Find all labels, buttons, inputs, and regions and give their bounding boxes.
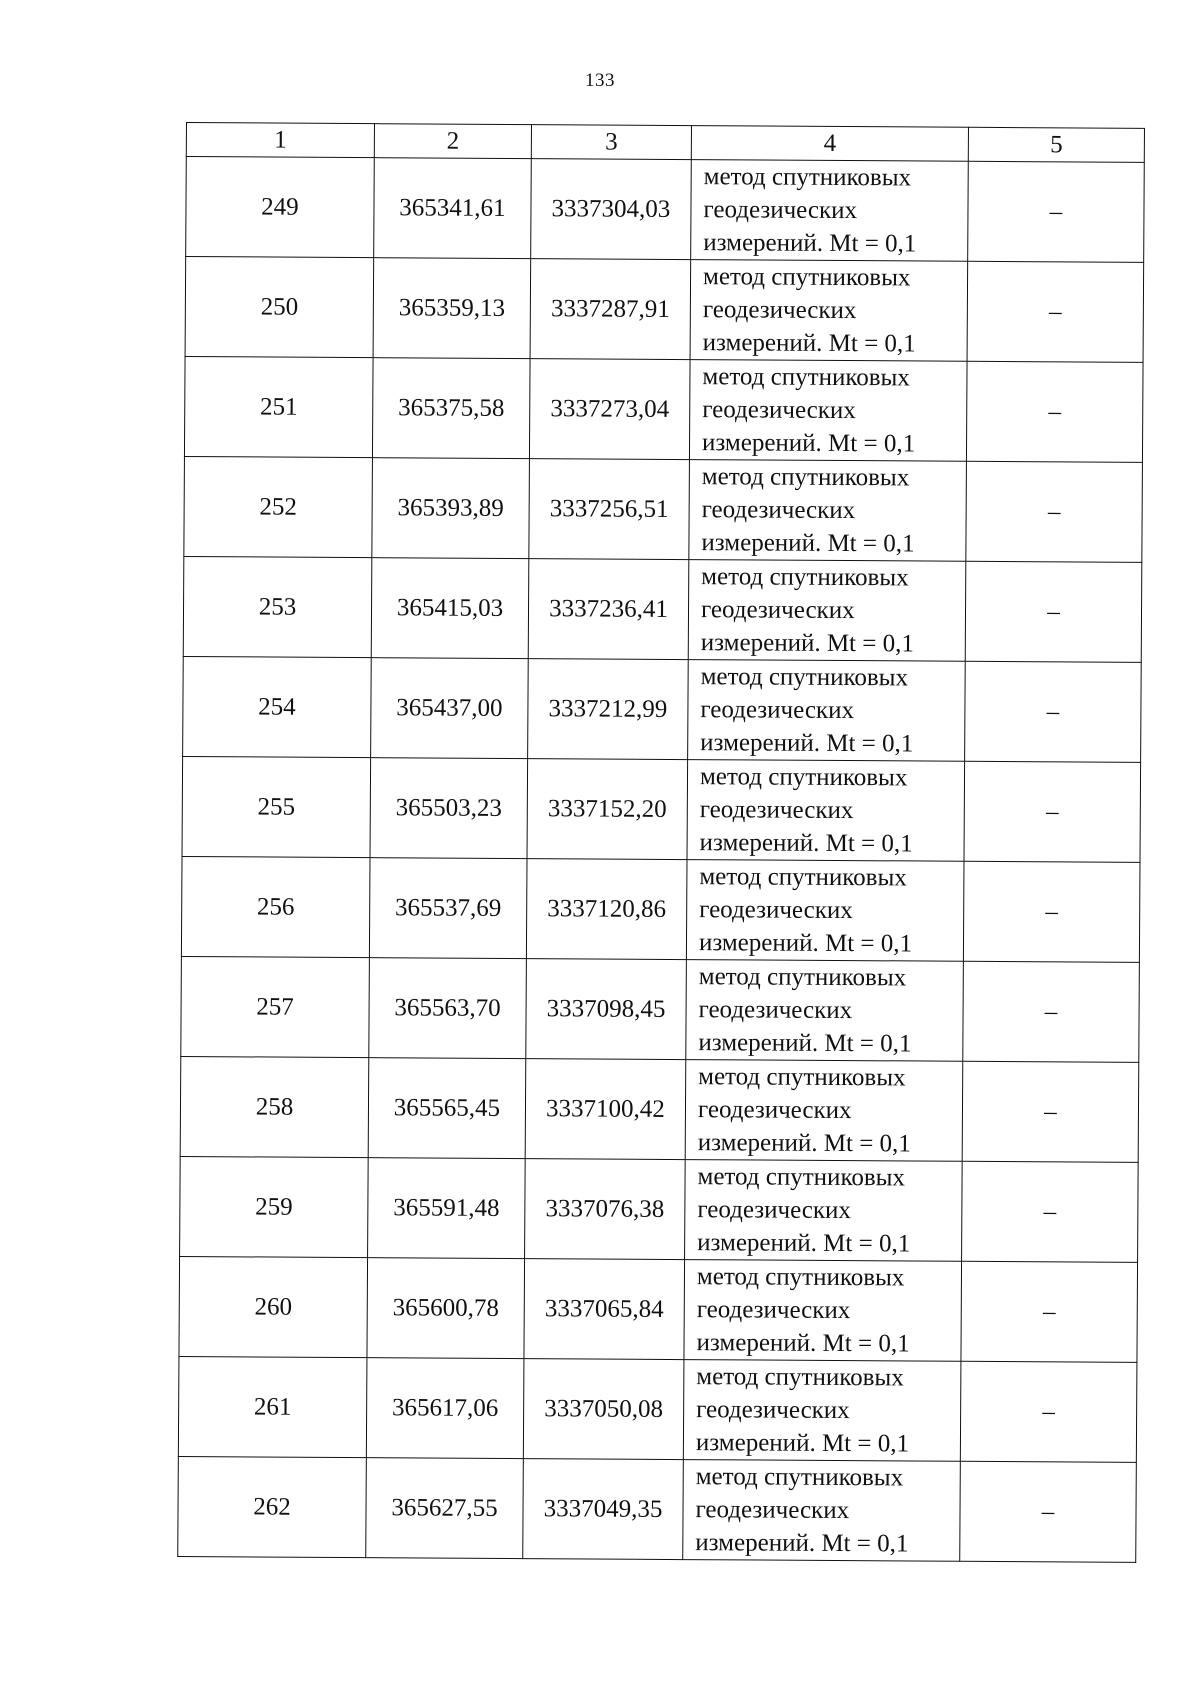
- method-line: измерений. Mt = 0,1: [701, 429, 916, 458]
- method-cell: [689, 460, 967, 562]
- method-line: метод спутниковых: [702, 363, 910, 392]
- table-row: [181, 856, 1140, 962]
- method-line: геодезических: [697, 1196, 852, 1225]
- point-number-cell: 251: [184, 356, 373, 457]
- method-line: измерений. Mt = 0,1: [695, 1429, 910, 1458]
- method-cell: [689, 360, 967, 462]
- y-coordinate-cell: 3337287,91: [530, 259, 691, 360]
- method-line: измерений. Mt = 0,1: [698, 929, 913, 958]
- x-coordinate-cell: 365565,45: [368, 1058, 526, 1159]
- point-number-cell: 260: [179, 1256, 368, 1357]
- method-line: геодезических: [700, 696, 855, 725]
- table-body: [178, 157, 1145, 1563]
- method-line: геодезических: [702, 296, 857, 325]
- x-coordinate-cell: 365591,48: [368, 1158, 526, 1259]
- table-row: [184, 356, 1143, 462]
- x-coordinate-cell: 365359,13: [373, 258, 531, 359]
- coordinates-table: [177, 122, 1145, 1563]
- method-line: метод спутниковых: [702, 263, 911, 292]
- method-line: метод спутниковых: [703, 163, 912, 192]
- y-coordinate-cell: 3337049,35: [523, 1459, 684, 1560]
- x-coordinate-cell: 365375,58: [372, 358, 530, 459]
- x-coordinate-cell: 365341,61: [374, 158, 532, 259]
- note-cell: –: [962, 1161, 1139, 1262]
- note-cell: –: [966, 361, 1143, 462]
- method-line: метод спутниковых: [698, 963, 907, 992]
- note-cell: –: [967, 261, 1144, 362]
- method-line: метод спутниковых: [699, 863, 907, 892]
- point-number-cell: 261: [178, 1356, 367, 1457]
- table-row: [182, 756, 1141, 862]
- y-coordinate-cell: 3337152,20: [527, 759, 688, 860]
- method-cell: [683, 1360, 961, 1462]
- y-coordinate-cell: 3337100,42: [525, 1059, 686, 1160]
- method-line: измерений. Mt = 0,1: [702, 329, 916, 358]
- method-line: метод спутниковых: [699, 763, 908, 792]
- note-cell: –: [963, 861, 1140, 962]
- note-cell: –: [962, 1061, 1139, 1162]
- point-number-cell: 259: [180, 1156, 369, 1257]
- method-line: геодезических: [702, 396, 856, 425]
- method-line: измерений. Mt = 0,1: [703, 229, 917, 258]
- method-line: измерений. Mt = 0,1: [699, 829, 913, 858]
- method-line: метод спутниковых: [700, 663, 909, 692]
- note-cell: –: [960, 1461, 1137, 1562]
- point-number-cell: 262: [178, 1456, 367, 1557]
- method-cell: [686, 960, 964, 1062]
- table-row: [181, 956, 1140, 1062]
- y-coordinate-cell: 3337304,03: [531, 159, 692, 260]
- method-cell: [690, 260, 968, 362]
- point-number-cell: 253: [183, 556, 372, 657]
- method-cell: [685, 1060, 963, 1162]
- method-line: геодезических: [697, 1096, 852, 1125]
- table-row: [185, 257, 1144, 363]
- y-coordinate-cell: 3337120,86: [526, 859, 687, 960]
- method-line: метод спутниковых: [697, 1163, 906, 1192]
- column-header-1: 1: [186, 123, 374, 158]
- x-coordinate-cell: 365437,00: [371, 658, 529, 759]
- method-cell: [683, 1460, 961, 1562]
- x-coordinate-cell: 365415,03: [371, 558, 529, 659]
- table-row: [179, 1256, 1138, 1362]
- method-line: измерений. Mt = 0,1: [696, 1329, 910, 1358]
- y-coordinate-cell: 3337076,38: [525, 1159, 686, 1260]
- x-coordinate-cell: 365503,23: [370, 758, 528, 859]
- column-header-2: 2: [374, 124, 531, 159]
- point-number-cell: 256: [181, 856, 370, 957]
- page-number: 133: [585, 70, 615, 91]
- method-cell: [688, 660, 966, 762]
- column-header-3: 3: [531, 125, 691, 160]
- y-coordinate-cell: 3337236,41: [528, 559, 689, 660]
- table-header-row: [186, 123, 1144, 163]
- note-cell: –: [965, 561, 1142, 662]
- table-row: [183, 556, 1142, 662]
- x-coordinate-cell: 365563,70: [369, 958, 527, 1059]
- method-cell: [687, 760, 965, 862]
- point-number-cell: 255: [182, 756, 371, 857]
- method-line: геодезических: [699, 796, 854, 825]
- note-cell: –: [966, 461, 1143, 562]
- y-coordinate-cell: 3337256,51: [529, 459, 690, 560]
- method-line: геодезических: [696, 1296, 851, 1325]
- y-coordinate-cell: 3337050,08: [523, 1359, 684, 1460]
- note-cell: –: [960, 1361, 1137, 1462]
- point-number-cell: 250: [185, 257, 374, 358]
- method-line: геодезических: [703, 196, 858, 225]
- y-coordinate-cell: 3337212,99: [528, 659, 689, 760]
- x-coordinate-cell: 365393,89: [372, 458, 530, 559]
- method-line: метод спутниковых: [696, 1363, 904, 1392]
- method-cell: [686, 860, 964, 962]
- x-coordinate-cell: 365537,69: [369, 858, 527, 959]
- method-line: измерений. Mt = 0,1: [697, 1229, 911, 1258]
- method-cell: [691, 160, 969, 262]
- table-row: [178, 1456, 1137, 1562]
- point-number-cell: 257: [181, 956, 370, 1057]
- method-line: геодезических: [696, 1396, 850, 1425]
- method-line: геодезических: [695, 1496, 850, 1525]
- y-coordinate-cell: 3337098,45: [526, 959, 687, 1060]
- method-line: измерений. Mt = 0,1: [700, 729, 914, 758]
- note-cell: –: [964, 761, 1141, 862]
- note-cell: –: [961, 1261, 1138, 1362]
- method-cell: [684, 1260, 962, 1362]
- method-line: геодезических: [701, 496, 856, 525]
- method-line: измерений. Mt = 0,1: [695, 1529, 909, 1558]
- table-row: [180, 1156, 1139, 1262]
- column-header-5: 5: [968, 127, 1144, 162]
- method-line: геодезических: [699, 896, 853, 925]
- method-cell: [688, 560, 966, 662]
- table-row: [186, 157, 1145, 263]
- method-line: метод спутниковых: [701, 463, 910, 492]
- method-line: измерений. Mt = 0,1: [700, 629, 914, 658]
- column-header-4: 4: [691, 126, 968, 162]
- table-row: [180, 1056, 1139, 1162]
- table-row: [178, 1356, 1137, 1462]
- method-line: метод спутниковых: [696, 1263, 905, 1292]
- note-cell: –: [963, 961, 1140, 1062]
- point-number-cell: 254: [183, 656, 372, 757]
- x-coordinate-cell: 365600,78: [367, 1258, 525, 1359]
- method-line: геодезических: [698, 996, 853, 1025]
- x-coordinate-cell: 365617,06: [366, 1358, 524, 1459]
- method-line: измерений. Mt = 0,1: [697, 1129, 911, 1158]
- method-line: измерений. Mt = 0,1: [701, 529, 915, 558]
- x-coordinate-cell: 365627,55: [366, 1458, 524, 1559]
- method-line: геодезических: [700, 596, 855, 625]
- method-line: измерений. Mt = 0,1: [698, 1029, 912, 1058]
- method-line: метод спутниковых: [698, 1063, 906, 1092]
- point-number-cell: 249: [186, 157, 375, 258]
- method-line: метод спутниковых: [695, 1463, 904, 1492]
- note-cell: –: [965, 661, 1142, 762]
- method-line: метод спутниковых: [701, 563, 909, 592]
- point-number-cell: 252: [184, 456, 373, 557]
- point-number-cell: 258: [180, 1056, 369, 1157]
- y-coordinate-cell: 3337065,84: [524, 1259, 685, 1360]
- y-coordinate-cell: 3337273,04: [529, 359, 690, 460]
- table-row: [183, 656, 1142, 762]
- table-row: [184, 456, 1143, 562]
- note-cell: –: [968, 161, 1145, 262]
- method-cell: [685, 1160, 963, 1262]
